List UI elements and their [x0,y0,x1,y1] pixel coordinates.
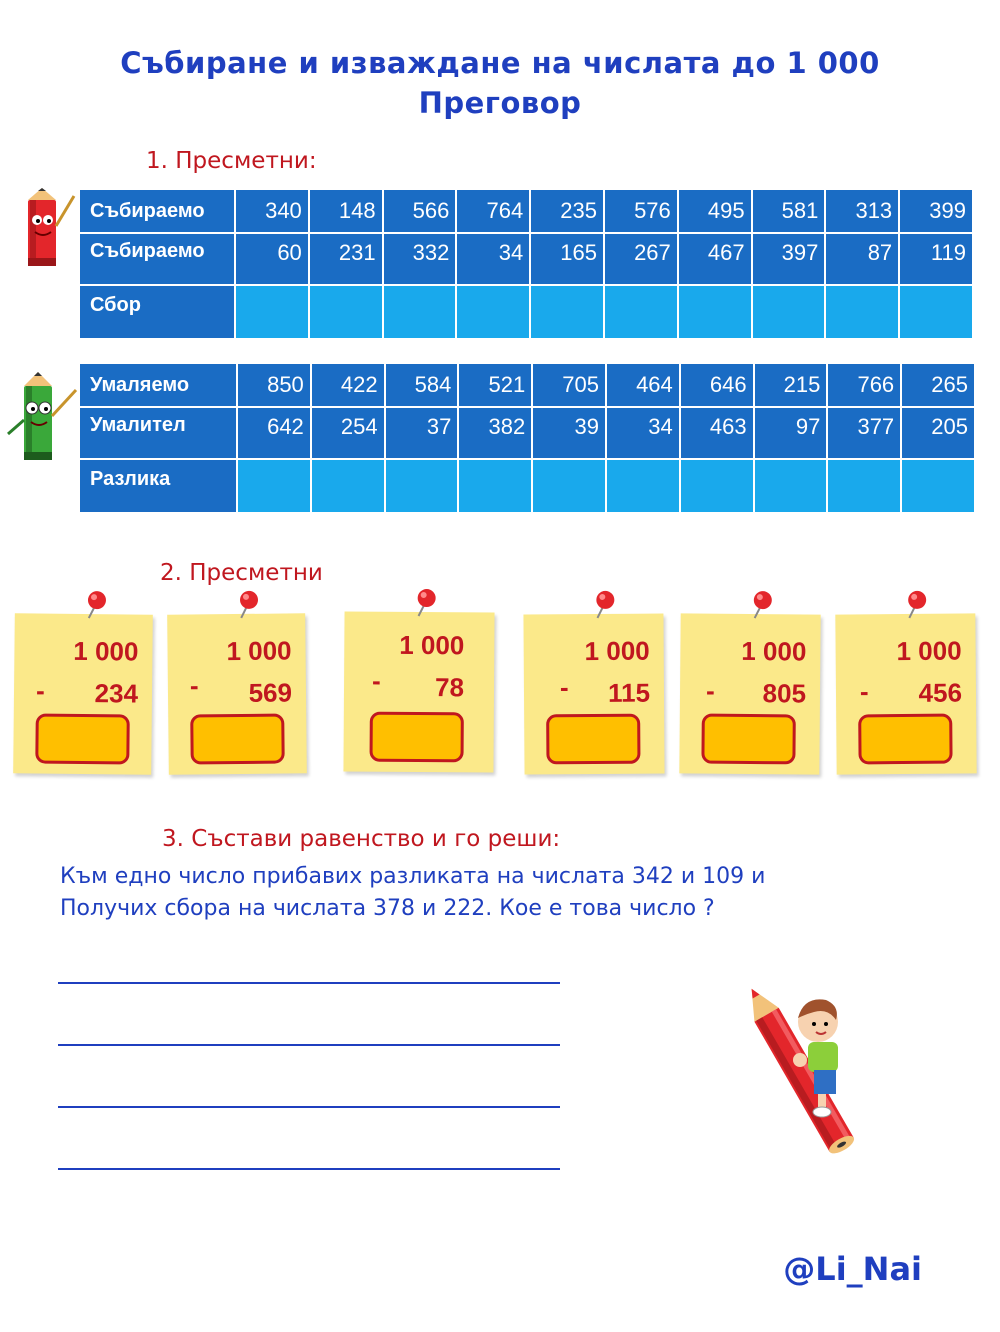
sticky-note-6 [835,613,976,774]
table-cell: 165 [530,233,604,285]
answer-line[interactable] [58,1106,560,1108]
table-cell: 332 [383,233,457,285]
minuend: 1 000 [73,635,139,667]
addition-row-addend1 [79,189,973,233]
difference-answer-cell[interactable] [311,459,385,513]
addition-table [78,188,974,340]
difference-answer-cell[interactable] [680,459,754,513]
table-cell: 495 [678,189,752,233]
table-cell: 340 [235,189,309,233]
subtrahend: 569 [248,677,293,708]
sticky-note-5 [679,613,820,774]
table-cell: 397 [752,233,826,285]
answer-box[interactable] [701,714,795,765]
table-cell: 566 [383,189,457,233]
sum-answer-cell[interactable] [825,285,899,339]
table-cell: 148 [309,189,383,233]
answer-line[interactable] [58,1044,560,1046]
table-cell: 231 [309,233,383,285]
minuend: 1 000 [226,635,292,667]
table-cell: 642 [237,407,311,459]
push-pin-icon [75,586,115,626]
subtrahend: 234 [94,678,139,709]
table-cell: 850 [237,363,311,407]
sum-answer-cell[interactable] [530,285,604,339]
subtrahend-label: Умалител [79,407,237,459]
table-cell: 313 [825,189,899,233]
table-cell: 34 [606,407,680,459]
subtrahend: 115 [607,677,651,708]
table-cell: 646 [680,363,754,407]
subtraction-row-difference [79,459,975,513]
sticky-note-2 [167,613,307,774]
minus-sign: - [371,665,381,696]
table-cell: 267 [604,233,678,285]
sticky-note-1 [13,613,153,774]
boy-with-pencil-icon [736,972,876,1162]
table-cell: 382 [458,407,532,459]
sum-answer-cell[interactable] [604,285,678,339]
difference-answer-cell[interactable] [827,459,901,513]
push-pin-icon [741,586,781,626]
minus-sign: - [559,672,569,703]
difference-answer-cell[interactable] [532,459,606,513]
answer-box[interactable] [190,714,285,765]
minuend: 1 000 [584,635,650,667]
addition-row-addend2 [79,233,973,285]
difference-answer-cell[interactable] [458,459,532,513]
red-pencil-teacher-icon [8,186,78,270]
table-cell: 576 [604,189,678,233]
subtrahend: 805 [762,678,807,709]
answer-box[interactable] [370,712,464,763]
table-cell: 422 [311,363,385,407]
minus-sign: - [189,670,199,701]
table-cell: 39 [532,407,606,459]
difference-label: Разлика [79,459,237,513]
difference-answer-cell[interactable] [606,459,680,513]
problem-text-line2: Получих сбора на числата 378 и 222. Кое е това число ? [60,896,715,921]
subtraction-row-subtrahend [79,407,975,459]
table-cell: 581 [752,189,826,233]
table-cell: 705 [532,363,606,407]
sticky-note-3 [343,611,494,772]
table-cell: 584 [385,363,459,407]
table-cell: 119 [899,233,973,285]
table-cell: 521 [458,363,532,407]
sticky-note-4 [523,614,664,775]
table-cell: 399 [899,189,973,233]
sum-answer-cell[interactable] [678,285,752,339]
task3-heading: 3. Състави равенство и го реши: [162,826,561,852]
minuend: 1 000 [741,635,807,667]
addition-row-sum [79,285,973,339]
push-pin-icon [895,586,935,626]
sum-answer-cell[interactable] [456,285,530,339]
sum-answer-cell[interactable] [899,285,973,339]
sum-answer-cell[interactable] [235,285,309,339]
push-pin-icon [404,584,444,624]
subtraction-table [78,362,976,514]
table-cell: 377 [827,407,901,459]
minuend: 1 000 [399,629,465,661]
table-cell: 766 [827,363,901,407]
minus-sign: - [859,676,869,707]
minus-sign: - [35,675,45,706]
answer-box[interactable] [858,714,952,765]
problem-text-line1: Към едно число прибавих разликата на числата 342 и 109 и [60,864,766,889]
answer-box[interactable] [546,714,640,765]
table-cell: 254 [311,407,385,459]
table-cell: 60 [235,233,309,285]
addend1-label: Събираемо [79,189,235,233]
difference-answer-cell[interactable] [901,459,975,513]
sum-answer-cell[interactable] [309,285,383,339]
table-cell: 215 [754,363,828,407]
table-cell: 764 [456,189,530,233]
table-cell: 205 [901,407,975,459]
table-cell: 37 [385,407,459,459]
difference-answer-cell[interactable] [385,459,459,513]
push-pin-icon [583,586,623,626]
difference-answer-cell[interactable] [754,459,828,513]
minuend-label: Умаляемо [79,363,237,407]
subtrahend: 78 [435,672,465,703]
difference-answer-cell[interactable] [237,459,311,513]
addend2-label: Събираемо [79,233,235,285]
table-cell: 464 [606,363,680,407]
answer-line[interactable] [58,982,560,984]
answer-line[interactable] [58,1168,560,1170]
green-pencil-teacher-icon [2,370,78,466]
sum-label: Сбор [79,285,235,339]
sum-answer-cell[interactable] [383,285,457,339]
task2-heading: 2. Пресметни [160,560,323,586]
table-cell: 34 [456,233,530,285]
table-cell: 463 [680,407,754,459]
table-cell: 467 [678,233,752,285]
push-pin-icon [227,586,267,626]
subtrahend: 456 [918,677,963,708]
minus-sign: - [705,675,715,706]
table-cell: 265 [901,363,975,407]
table-cell: 97 [754,407,828,459]
task1-heading: 1. Пресметни: [146,148,317,174]
author-signature: @Li_Nai [783,1250,922,1288]
subtraction-row-minuend [79,363,975,407]
table-cell: 235 [530,189,604,233]
answer-box[interactable] [35,714,130,765]
page-title-line1: Събиране и изваждане на числата до 1 000 [120,46,880,80]
sum-answer-cell[interactable] [752,285,826,339]
minuend: 1 000 [896,635,962,667]
page-title-line2: Преговор [418,86,582,120]
table-cell: 87 [825,233,899,285]
